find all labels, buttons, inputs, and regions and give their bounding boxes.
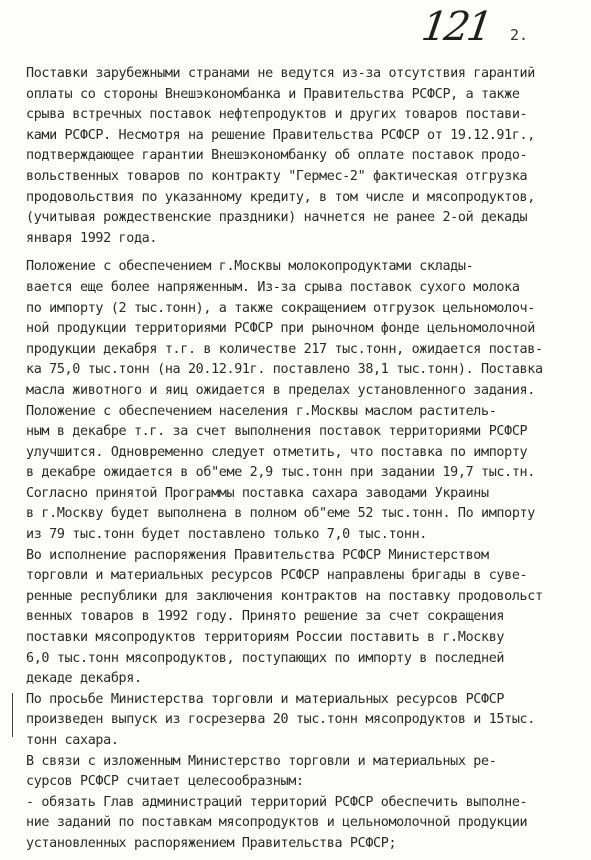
- text-line: В связи с изложенным Министерство торговли и материальных ре-: [26, 753, 497, 769]
- text-line: декаде декабря.: [26, 671, 142, 687]
- handwritten-folio-number: 121: [418, 4, 493, 50]
- text-line: Положение с обеспечением г.Москвы молокопродуктами склады-: [26, 259, 474, 275]
- text-line: торговли и материальных ресурсов РСФСР направлены бригады в суве-: [26, 568, 528, 584]
- text-line: тонн сахара.: [26, 733, 119, 748]
- text-line: поставки мясопродуктов территориям России поставить в г.Москву: [26, 630, 505, 646]
- margin-mark: [12, 693, 13, 737]
- text-line: По просьбе Министерства торговли и материальных ресурсов РСФСР: [26, 691, 505, 707]
- text-line: установленных распоряжением Правительства РСФСР;: [26, 835, 397, 851]
- text-line: из 79 тыс.тонн будет поставлено только 7,0 тыс.тонн.: [26, 527, 428, 543]
- text-line: - обязать Глав администраций территорий РСФСР обеспечить выполне-: [26, 794, 528, 810]
- text-line: января 1992 года.: [26, 230, 158, 246]
- text-line: оплаты со стороны Внешэкономбанка и Правительства РСФСР, а также: [26, 86, 520, 102]
- text-line: Поставки зарубежными странами не ведутся из-за отсутствия гарантий: [26, 66, 535, 81]
- text-line: 6,0 тыс.тонн мясопродуктов, поступающих по импорту в последней: [26, 650, 505, 666]
- text-line: в г.Москву будет выполнена в полном об"еме 52 тыс.тонн. По импорту: [26, 506, 535, 522]
- text-line: масла животного и яиц ожидается в пределах установленного задания.: [26, 382, 535, 398]
- text-line: ным в декабре т.г. за счет выполнения поставок территориями РСФСР: [26, 424, 528, 440]
- text-line: в декабре ожидается в об"еме 2,9 тыс.тонн при задании 19,7 тыс.тн.: [26, 465, 535, 481]
- text-line: вается еще более напряженным. Из-за срыва поставок сухого молока: [26, 279, 520, 295]
- text-line: продовольствия по указанному кредиту, в том числе и мясопродуктов,: [26, 189, 535, 205]
- text-line: улучшится. Одновременно следует отметить, что поставка по импорту: [26, 444, 528, 460]
- text-line: по импорту (2 тыс.тонн), а также сокращением отгрузок цельномолоч-: [26, 300, 535, 316]
- text-line: ка 75,0 тыс.тонн (на 20.12.91г. поставлено 38,1 тыс.тонн). Поставка: [26, 362, 543, 378]
- text-line: ние заданий по поставкам мясопродуктов и цельномолочной продукции: [26, 815, 528, 831]
- text-line: ной продукции территориями РСФСР при рыночном фонде цельномолочной: [26, 321, 535, 337]
- text-line: Во исполнение распоряжения Правительства РСФСР Министерством: [26, 547, 489, 563]
- text-line: венных товаров в 1992 году. Принято решение за счет сокращения: [26, 609, 505, 625]
- text-line: Согласно принятой Программы поставка сахара заводами Украины: [26, 485, 489, 501]
- text-line: вольственных товаров по контракту "Гермес-2" фактическая отгрузка: [26, 168, 528, 184]
- text-line: Положение с обеспечением населения г.Москвы маслом раститель-: [26, 403, 497, 419]
- document-body: [26, 64, 581, 855]
- text-line: продукции декабря т.г. в количестве 217 тыс.тонн, ожидается постав-: [26, 341, 543, 357]
- text-line: сурсов РСФСР считает целесообразным:: [26, 774, 304, 790]
- text-line: (учитывая рождественские праздники) начнется не ранее 2-ой декады: [26, 210, 528, 226]
- text-line: ками РСФСР. Несмотря на решение Правительства РСФСР от 19.12.91г.,: [26, 127, 535, 143]
- text-line: ренные республики для заключения контрактов на поставку продовольст: [26, 588, 543, 604]
- text-line: срыва встречных поставок нефтепродуктов и других товаров постави-: [26, 107, 528, 123]
- paragraph-gap: [26, 249, 581, 257]
- page-number: 2.: [510, 26, 529, 44]
- text-line: произведен выпуск из госрезерва 20 тыс.тонн мясопродуктов и 15тыс.: [26, 712, 535, 728]
- text-line: подтверждающее гарантии Внешэкономбанку об оплате поставок продо-: [26, 148, 528, 164]
